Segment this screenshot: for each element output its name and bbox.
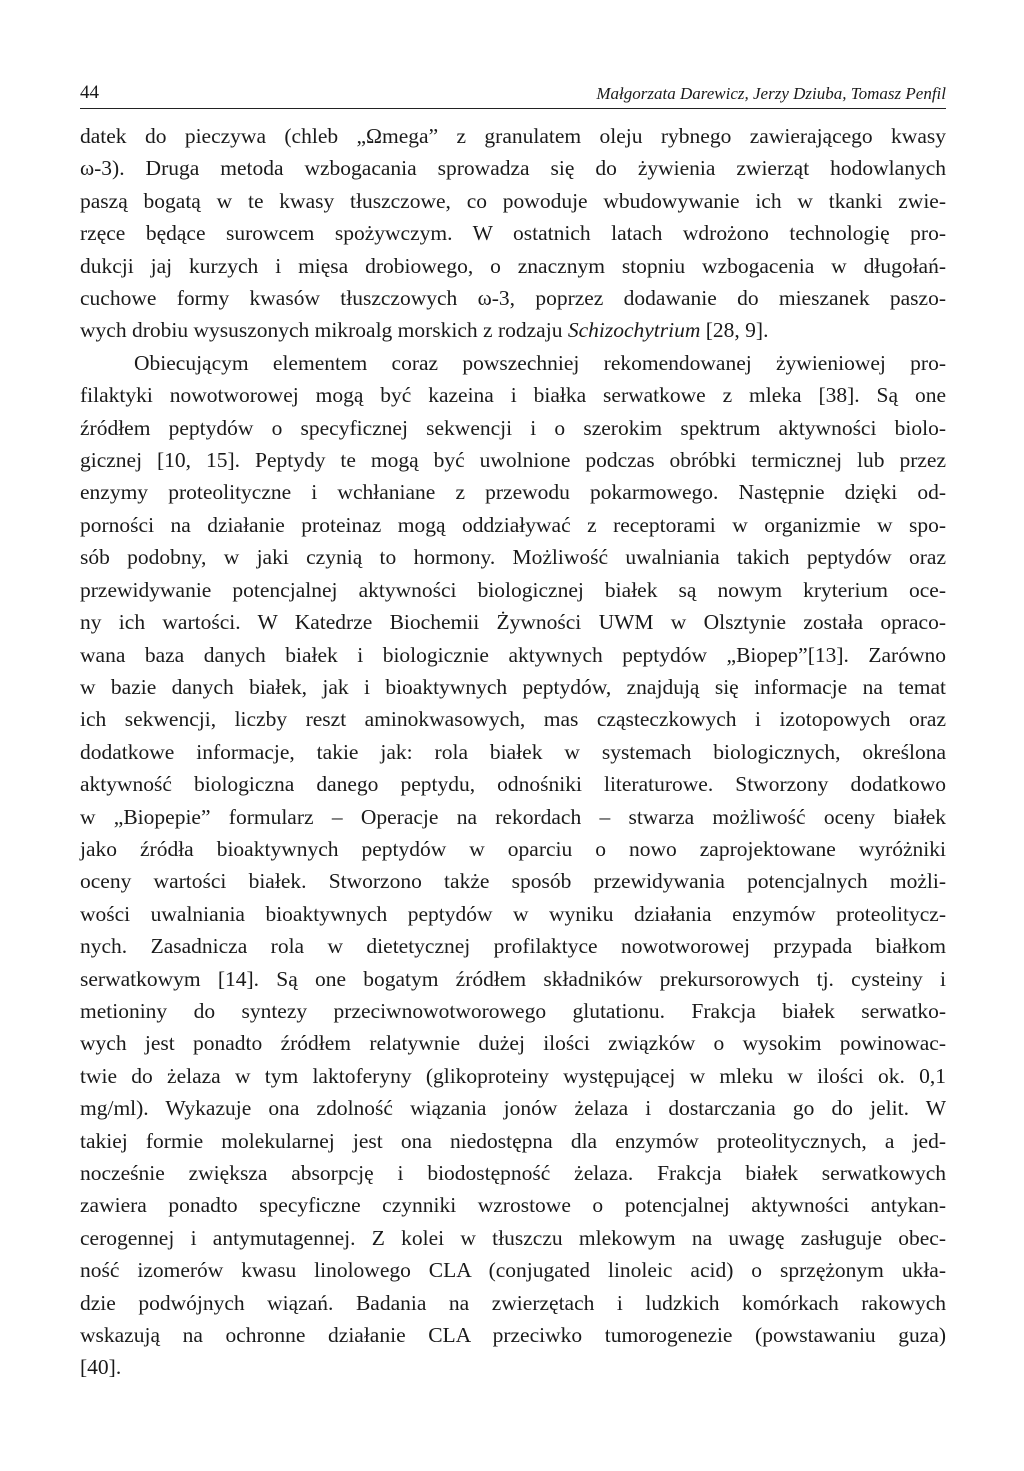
- text-line: serwatkowym [14]. Są one bogatym źródłem składników prekursorowych tj. cysteiny i: [80, 966, 946, 991]
- text-line: paszą bogatą w te kwasy tłuszczowe, co powoduje wbudowywanie ich w tkanki zwie-: [80, 188, 946, 213]
- text-line: źródłem peptydów o specyficznej sekwencji i o szerokim spektrum aktywności biolo-: [80, 415, 946, 440]
- text-line: przewidywanie potencjalnej aktywności biologicznej białek są nowym kryterium oce-: [80, 577, 946, 602]
- text-line: gicznej [10, 15]. Peptydy te mogą być uwolnione podczas obróbki termicznej lub przez: [80, 448, 946, 473]
- paragraph: [80, 120, 946, 347]
- text-line: nocześnie zwiększa absorpcję i biodostępność żelaza. Frakcja białek serwatkowych: [80, 1161, 946, 1185]
- text-line: dukcji jaj kurzych i mięsa drobiowego, o znacznym stopniu wzbogacenia w długołań-: [80, 253, 946, 278]
- text-line: sób podobny, w jaki czynią to hormony. Możliwość uwalniania takich peptydów oraz: [80, 545, 946, 570]
- text-line: wana baza danych białek i biologicznie aktywnych peptydów „Biopep”[13]. Zarówno: [80, 642, 946, 667]
- text-line: w bazie danych białek, jak i bioaktywnych peptydów, znajdują się informacje na temat: [80, 674, 946, 699]
- text-line: dzie podwójnych wiązań. Badania na zwierzętach i ludzkich komórkach rakowych: [80, 1290, 946, 1315]
- species-name: Schizochytrium: [567, 318, 701, 343]
- body-text: [80, 120, 946, 1384]
- text-line: nych. Zasadnicza rola w dietetycznej profilaktyce nowotworowej przypada białkom: [80, 934, 946, 959]
- text-line: aktywność biologiczna danego peptydu, odnośniki literaturowe. Stworzony dodatkowo: [80, 772, 946, 797]
- text-line: takiej formie molekularnej jest ona niedostępna dla enzymów proteolitycznych, a jed-: [80, 1128, 946, 1153]
- text-line: mg/ml). Wykazuje ona zdolność wiązania jonów żelaza i dostarczania go do jelit. W: [80, 1096, 946, 1121]
- text-line: zawiera ponadto specyficzne czynniki wzrostowe o potencjalnej aktywności antykan-: [80, 1193, 946, 1218]
- text-line: metioniny do syntezy przeciwnowotworowego glutationu. Frakcja białek serwatko-: [80, 998, 946, 1023]
- text-line: rzęce będące surowcem spożywczym. W ostatnich latach wdrożono technologię pro-: [80, 221, 946, 246]
- text-line: dodatkowe informacje, takie jak: rola białek w systemach biologicznych, określona: [80, 739, 946, 764]
- text-line: twie do żelaza w tym laktoferyny (glikoproteiny występującej w mleku w ilości ok. 0,1: [80, 1063, 946, 1088]
- text-line: jako źródła bioaktywnych peptydów w oparciu o nowo zaprojektowane wyróżniki: [80, 836, 946, 861]
- page-number: 44: [80, 82, 99, 103]
- text-line: oceny wartości białek. Stworzono także sposób przewidywania potencjalnych możli-: [80, 869, 946, 894]
- text-line: ność izomerów kwasu linolowego CLA (conjugated linoleic acid) o sprzężonym ukła-: [80, 1258, 946, 1283]
- text-line: [80, 314, 946, 346]
- text-line: enzymy proteolityczne i wchłaniane z przewodu pokarmowego. Następnie dzięki od-: [80, 480, 946, 505]
- text-line: Obiecującym elementem coraz powszechniej rekomendowanej żywieniowej pro-: [134, 350, 946, 375]
- text-line: wości uwalniania bioaktywnych peptydów w wyniku działania enzymów proteolitycz-: [80, 901, 946, 926]
- text-line: filaktyki nowotworowej mogą być kazeina i białka serwatkowe z mleka [38]. Są one: [80, 383, 946, 408]
- text-segment: [28, 9].: [700, 318, 769, 343]
- text-segment: wych drobiu wysuszonych mikroalg morskich z rodzaju: [80, 318, 568, 343]
- text-line: ich sekwencji, liczby reszt aminokwasowych, mas cząsteczkowych i izotopowych oraz: [80, 707, 946, 732]
- text-line: wskazują na ochronne działanie CLA przeciwko tumorogenezie (powstawaniu guza): [80, 1323, 946, 1348]
- text-line: ny ich wartości. W Katedrze Biochemii Żywności UWM w Olsztynie została opraco-: [80, 610, 946, 635]
- text-line: [40].: [80, 1355, 122, 1380]
- running-head: [80, 78, 946, 109]
- paragraph: [80, 347, 946, 1384]
- running-head-authors: Małgorzata Darewicz, Jerzy Dziuba, Tomasz Penfil: [596, 84, 946, 103]
- text-line: cerogennej i antymutagennej. Z kolei w tłuszczu mlekowym na uwagę zasługuje obec-: [80, 1225, 946, 1250]
- text-line: porności na działanie proteinaz mogą oddziaływać z receptorami w organizmie w spo-: [80, 512, 946, 537]
- text-line: wych jest ponadto źródłem relatywnie dużej ilości związków o wysokim powinowac-: [80, 1031, 946, 1056]
- text-line: w „Biopepie” formularz – Operacje na rekordach – stwarza możliwość oceny białek: [80, 804, 946, 829]
- text-line: ω-3). Druga metoda wzbogacania sprowadza się do żywienia zwierząt hodowlanych: [80, 156, 946, 181]
- text-line: cuchowe formy kwasów tłuszczowych ω-3, poprzez dodawanie do mieszanek paszo-: [80, 286, 946, 311]
- text-line: datek do pieczywa (chleb „Ωmega” z granulatem oleju rybnego zawierającego kwasy: [80, 124, 946, 148]
